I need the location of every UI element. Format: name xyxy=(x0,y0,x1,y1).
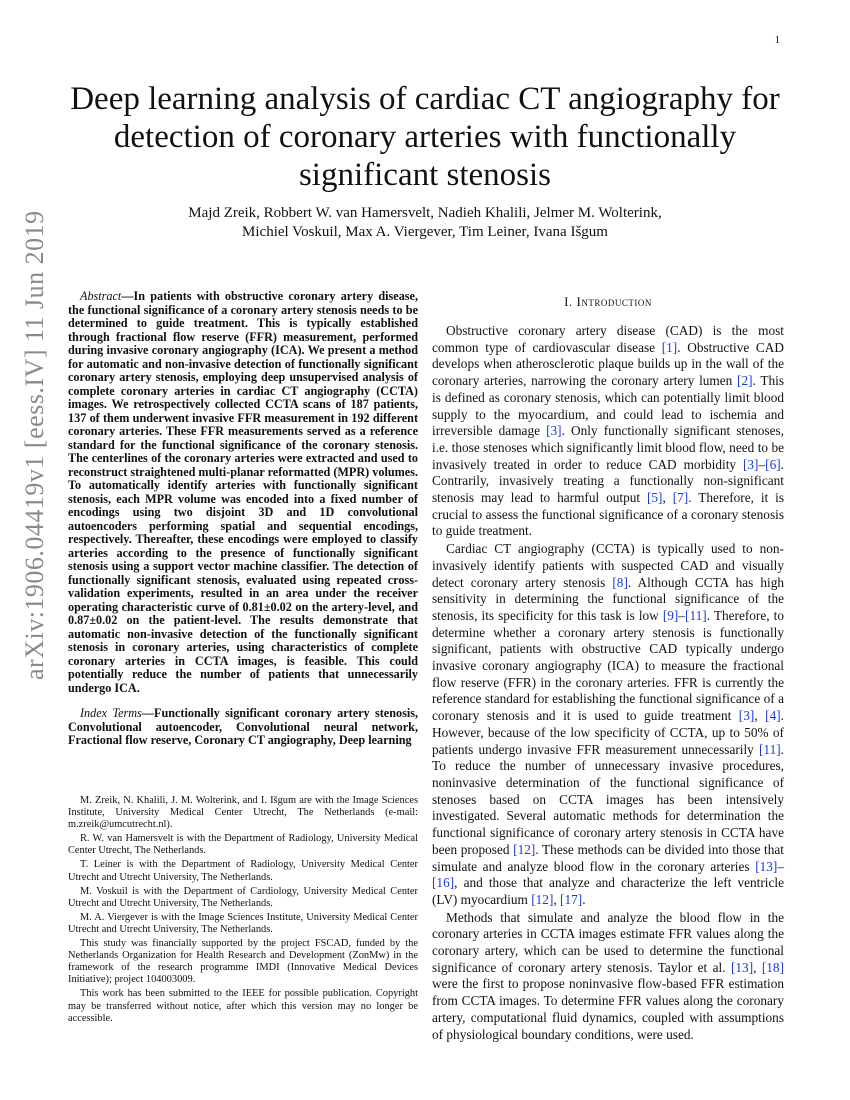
body-text: Methods that simulate and analyze the blood flow in the coronary arteries in CCTA images estimate FFR values along the coronary artery, which can be used to determine the functional significance of coronary artery stenosis. Taylor et al. xyxy=(432,909,784,975)
citation-link[interactable]: [7] xyxy=(672,490,689,506)
footnote: T. Leiner is with the Department of Radiology, University Medical Center Utrecht and Utrecht University, The Netherlands. xyxy=(68,859,418,883)
abstract xyxy=(68,290,418,695)
body-text: . Obstructive CAD develops when atherosclerotic plaque builds up in the wall of the coronary arteries, narrowing the coronary artery lumen xyxy=(432,339,784,389)
footnote: R. W. van Hamersvelt is with the Department of Radiology, University Medical Center Utrecht, The Netherlands. xyxy=(68,833,418,857)
body-text: . Only functionally significant stenoses, i.e. those stenoses which significantly limit blood flow, need to be invasively treated in order to reduce CAD morbidity xyxy=(432,423,784,472)
body-text: , xyxy=(754,708,766,724)
citation-link[interactable]: [5] xyxy=(646,490,663,506)
citation-link[interactable]: [13] xyxy=(755,858,778,874)
body-text: Obstructive coronary artery disease (CAD) is the most common type of cardiovascular disease xyxy=(432,323,784,355)
author-list xyxy=(90,204,760,242)
arxiv-identifier-stamp[interactable]: arXiv:1906.04419v1 [eess.IV] 11 Jun 2019 xyxy=(20,210,49,680)
body-text: . Therefore, it is crucial to assess the functional significance of a coronary stenosis to guide treatment. xyxy=(432,490,785,539)
intro-paragraph-3 xyxy=(432,910,784,1044)
citation-link[interactable]: [2] xyxy=(737,373,753,389)
citation-link[interactable]: [13] xyxy=(730,959,754,975)
left-column xyxy=(68,290,418,748)
abstract-text: —In patients with obstructive coronary artery disease, the functional significance of a coronary artery stenosis needs to be determined to guide treatment. This is typically established through fractional flow reserve (FFR) measurement, performed during invasive coronary angiography (ICA). We present a method for automatic and non-invasive detection of functionally significant coronary artery stenosis, employing deep unsupervised analysis of complete coronary arteries in cardiac CT angiography (CCTA) images. We retrospectively collected CCTA scans of 187 patients, 137 of them underwent invasive FFR measurement in 192 different coronary arteries. These FFR measurements served as a reference standard for the functional significance of the coronary stenosis. The centerlines of the coronary arteries were extracted and used to reconstruct straightened multi-planar reformatted (MPR) volumes. To automatically identify arteries with functionally significant stenosis, each MPR volume was encoded into a fixed number of encodings using two disjoint 3D and 1D convolutional autoencoders performing spatial and sequential encodings, respectively. Thereafter, these encodings were employed to classify arteries according to the presence of functionally significant stenosis using a support vector machine classifier. The detection of functionally significant stenosis, evaluated using repeated cross-validation experiments, resulted in an area under the receiver operating characteristic curve of 0.81±0.02 on the artery-level, and 0.87±0.02 on the patient-level. The results demonstrate that automatic non-invasive detection of the functionally significant stenosis in coronary arteries, using characteristics of complete coronary arteries in CCTA images, is feasible. This could potentially reduce the number of patients that unnecessarily undergo ICA. xyxy=(68,289,418,695)
citation-link[interactable]: [3] xyxy=(546,423,562,439)
citation-link[interactable]: [6] xyxy=(765,456,781,472)
body-text: . However, because of the low specificity of CCTA, up to 50% of patients undergo invasive FFR measurement unnecessarily xyxy=(432,708,784,757)
authors-line-1: Majd Zreik, Robbert W. van Hamersvelt, Nadieh Khalili, Jelmer M. Wolterink, xyxy=(188,205,662,221)
citation-link[interactable]: [1] xyxy=(661,339,678,355)
body-text: , xyxy=(662,490,673,506)
citation-link[interactable]: [17] xyxy=(560,891,583,907)
body-text: . xyxy=(582,891,586,907)
intro-paragraph-2 xyxy=(432,541,784,908)
index-terms-text: —Functionally significant coronary artery stenosis, Convolutional autoencoder, Convolutional neural network, Fractional flow reserve, Coronary CT angiography, Deep learning xyxy=(68,706,419,747)
footnote: This study was financially supported by the project FSCAD, funded by the Netherlands Organization for Health Research and Development (ZonMw) in the framework of the research programme IMDI (Innovative Medical Devices Initiative); project 104003009. xyxy=(68,938,418,986)
footnote: M. Zreik, N. Khalili, J. M. Wolterink, and I. Išgum are with the Image Sciences Institute, University Medical Center Utrecht, The Netherlands (e-mail: m.zreik@umcutrecht.nl). xyxy=(68,795,418,831)
citation-link[interactable]: [4] xyxy=(765,708,781,724)
body-text: , xyxy=(553,891,561,907)
citation-link[interactable]: [12] xyxy=(531,891,554,907)
citation-link[interactable]: [9] xyxy=(662,607,679,623)
body-text: – xyxy=(678,607,686,623)
index-terms-lead: Index Terms xyxy=(80,706,142,720)
body-text: Cardiac CT angiography (CCTA) is typically used to non-invasively identify patients with suspected CAD and visually detect coronary artery stenosis xyxy=(432,541,784,590)
page-number: 1 xyxy=(774,34,780,46)
body-text: were the first to propose noninvasive flow-based FFR estimation from CCTA images. To determine FFR values along the coronary artery, computational fluid dynamics, coupled with assumptions of physiological boundary conditions, were used. xyxy=(432,976,784,1042)
authors-line-2: Michiel Voskuil, Max A. Viergever, Tim Leiner, Ivana Išgum xyxy=(242,224,608,240)
footnote: This work has been submitted to the IEEE for possible publication. Copyright may be transferred without notice, after which this version may no longer be accessible. xyxy=(68,988,418,1024)
section-heading-introduction: I. Introduction xyxy=(564,294,652,309)
abstract-lead: Abstract xyxy=(80,289,122,303)
citation-link[interactable]: [18] xyxy=(761,959,785,975)
paper-title: Deep learning analysis of cardiac CT angiography for detection of coronary arteries with functionally significant stenosis xyxy=(70,81,780,193)
footnote: M. Voskuil is with the Department of Cardiology, University Medical Center Utrecht and Utrecht University, The Netherlands. xyxy=(68,885,418,909)
intro-paragraph-1 xyxy=(432,323,784,540)
body-text: . To reduce the number of unnecessary invasive procedures, noninvasive determination of the functional significance of stenoses based on CCTA images has been intensively investigated. Several automatic methods for determination the functional significance of coronary artery stenosis in CCTA have been proposed xyxy=(432,741,784,857)
body-text: . Contrarily, invasively treating a functionally non-significant stenosis may lead to harmful output xyxy=(432,456,784,506)
body-text: – xyxy=(777,858,784,874)
body-text: . These methods can be divided into those that simulate and analyze blood flow in the coronary arteries xyxy=(432,841,784,874)
body-text: – xyxy=(758,456,766,472)
citation-link[interactable]: [11] xyxy=(759,741,781,757)
footnote: M. A. Viergever is with the Image Sciences Institute, University Medical Center Utrecht and Utrecht University, The Netherlands. xyxy=(68,911,418,935)
right-column xyxy=(432,290,784,1044)
citation-link[interactable]: [11] xyxy=(685,607,707,623)
citation-link[interactable]: [16] xyxy=(432,875,455,891)
index-terms xyxy=(68,707,418,748)
citation-link[interactable]: [12] xyxy=(513,841,536,857)
body-text: . This is defined as coronary stenosis, which can potentially limit blood supply to the myocardium, and could lead to ischemia and irreversible damage xyxy=(432,373,784,439)
affiliation-footnotes xyxy=(68,795,418,1027)
citation-link[interactable]: [3] xyxy=(738,708,755,724)
citation-link[interactable]: [8] xyxy=(612,574,628,590)
body-text: . Although CCTA has high sensitivity in determining the functional significance of the stenosis, its specificity for this task is low xyxy=(432,574,785,623)
body-text: . Therefore, to determine whether a coronary artery stenosis is functionally significant, patients with obstructive CAD typically undergo invasive coronary angiography (ICA) to measure the fractional flow reserve (FFR) in the coronary arteries. FFR is currently the reference standard for establishing the functional significance of a coronary stenosis and it is used to guide treatment xyxy=(432,607,784,724)
body-text: , and those that analyze and characterize the left ventricle (LV) myocardium xyxy=(432,875,784,907)
body-text: , xyxy=(753,959,762,975)
citation-link[interactable]: [3] xyxy=(742,456,759,472)
